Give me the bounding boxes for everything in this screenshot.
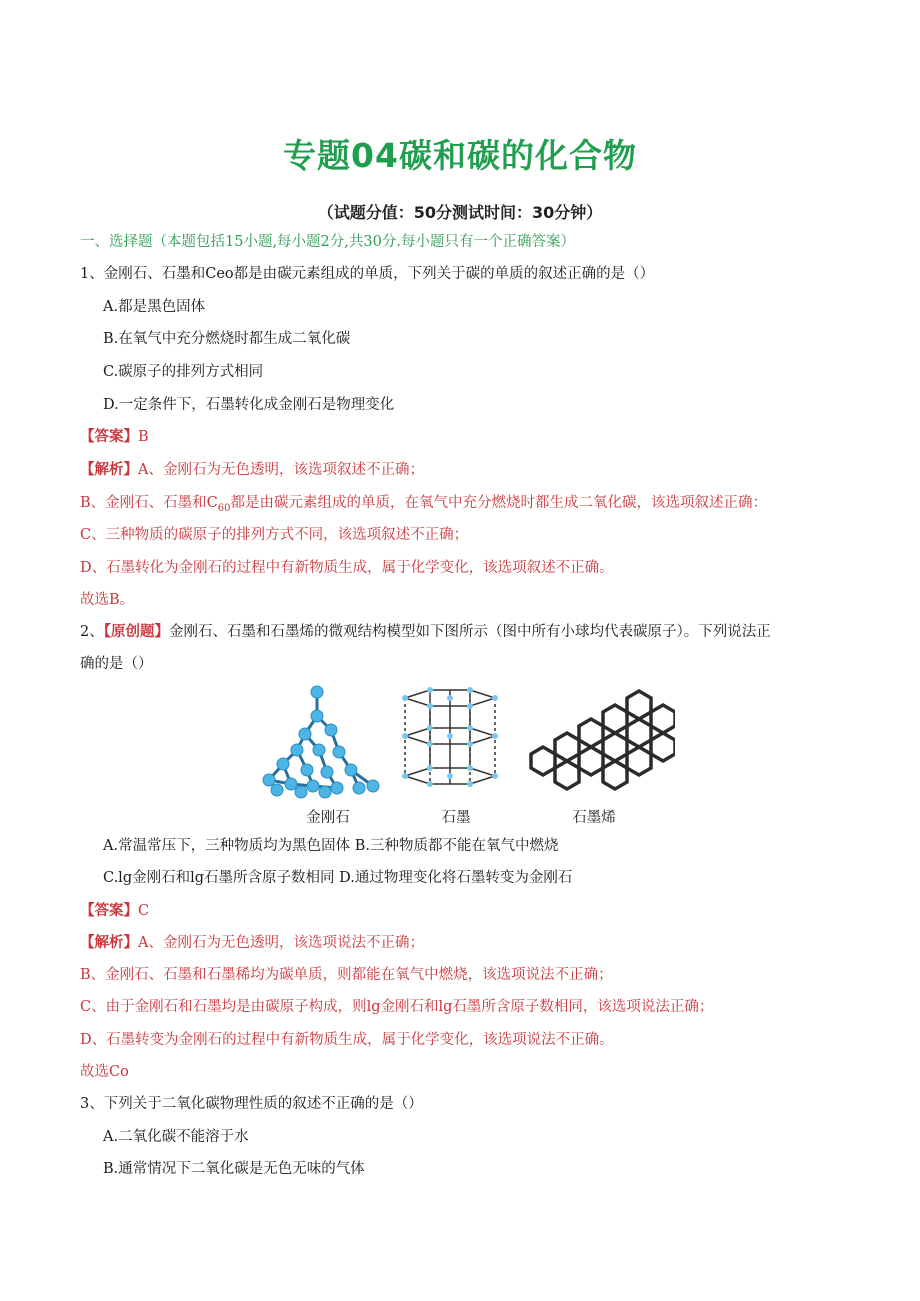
carbon-structures-figure (255, 680, 675, 800)
q2-answer (80, 901, 149, 921)
q2-number: 2、 (80, 624, 104, 640)
analysis-text: A、金刚石为无色透明，该选项叙述不正确； (138, 462, 424, 478)
analysis-tag: 【解析】 (80, 461, 138, 478)
q1-option-b: B.在氧气中充分燃烧时都生成二氧化碳 (103, 331, 351, 347)
analysis-b-pre: B、金刚石、石墨和C (80, 495, 218, 511)
caption-graphite: 石墨 (441, 810, 471, 826)
answer-value: C (138, 903, 150, 919)
answer-tag: 【答案】 (80, 428, 138, 445)
q1-analysis-b (80, 493, 767, 519)
caption-diamond: 金刚石 (306, 810, 350, 826)
q1-analysis-c: C、三种物质的碳原子的排列方式不同，该选项叙述不正确； (80, 527, 469, 543)
q2-analysis-a (80, 933, 424, 953)
document-subtitle: （试题分值：50分测试时间：30分钟） (317, 203, 603, 222)
q1-option-c: C.碳原子的排列方式相同 (103, 364, 264, 380)
q1-option-d: D.一定条件下，石墨转化成金刚石是物理变化 (103, 397, 395, 413)
analysis-b-post: 都是由碳元素组成的单质，在氧气中充分燃烧时都生成二氧化碳，该选项叙述正确： (230, 495, 767, 511)
answer-tag: 【答案】 (80, 902, 138, 919)
q2-analysis-c: C、由于金刚石和石墨均是由碳原子构成，则lg金刚石和lg石墨所含原子数相同，该选项说法正确； (80, 999, 714, 1015)
answer-value: B (138, 429, 149, 445)
q1-answer (80, 427, 149, 447)
q1-option-a: A.都是黑色固体 (103, 299, 206, 315)
q1-analysis-a (80, 460, 424, 480)
q2-stem-text: 金刚石、石墨和石墨烯的微观结构模型如下图所示（图中所有小球均代表碳原子）。下列说法正 (168, 624, 771, 640)
q1-stem: 1、金刚石、石墨和Ceo都是由碳元素组成的单质，下列关于碳的单质的叙述正确的是（） (80, 266, 655, 282)
document-title: 专题04碳和碳的化合物 (283, 136, 637, 175)
section-heading: 一、选择题（本题包括15小题,每小题2分,共30分.每小题只有一个正确答案） (80, 234, 575, 250)
q2-options-line2: C.lg金刚石和lg石墨所含原子数相同 D.通过物理变化将石墨转变为金刚石 (103, 870, 573, 886)
q2-stem-line1 (80, 622, 771, 642)
analysis-text: A、金刚石为无色透明，该选项说法不正确； (138, 935, 424, 951)
q3-option-b: B.通常情况下二氧化碳是无色无味的气体 (103, 1161, 365, 1177)
q3-option-a: A.二氧化碳不能溶于水 (103, 1129, 249, 1145)
q2-original-tag: 【原创题】 (103, 623, 169, 640)
q2-analysis-b: B、金刚石、石墨和石墨稀均为碳单质，则都能在氧气中燃烧，该选项说法不正确； (80, 967, 613, 983)
q2-options-line1: A.常温常压下，三种物质均为黑色固体 B.三种物质都不能在氧气中燃烧 (103, 838, 559, 854)
graphene-model-image (531, 691, 675, 789)
q2-conclusion: 故选Co (80, 1064, 129, 1080)
caption-graphene: 石墨烯 (572, 810, 616, 826)
analysis-tag: 【解析】 (80, 934, 138, 951)
q1-conclusion: 故选B。 (80, 592, 135, 608)
analysis-b-subscript: 60 (217, 502, 231, 514)
q2-stem-line2: 确的是（） (80, 656, 153, 672)
q3-stem: 3、下列关于二氧化碳物理性质的叙述不正确的是（） (80, 1096, 423, 1112)
q2-analysis-d: D、石墨转变为金刚石的过程中有新物质生成，属于化学变化，该选项说法不正确。 (80, 1032, 614, 1048)
q1-analysis-d: D、石墨转化为金刚石的过程中有新物质生成，属于化学变化，该选项叙述不正确。 (80, 560, 614, 576)
